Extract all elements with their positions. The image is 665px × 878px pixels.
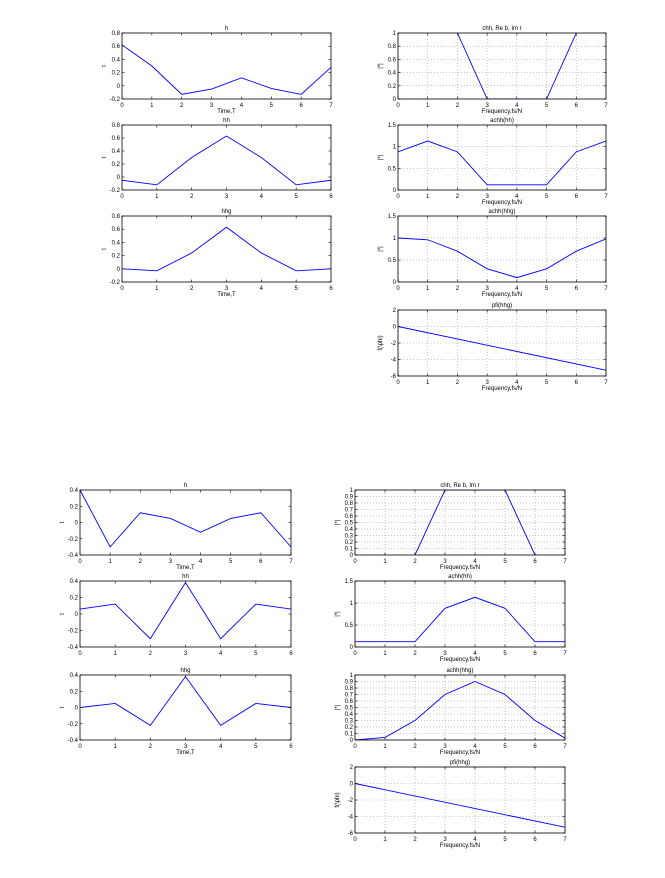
- x-axis-label: Time,T: [176, 565, 195, 571]
- y-tick-label: -0.2: [67, 536, 78, 543]
- y-tick-label: 1: [349, 673, 353, 679]
- chart-title: chh, Re b, Im r: [440, 483, 480, 489]
- y-axis-label: t: [102, 156, 108, 159]
- x-axis-label: Frequency,fs/N: [481, 109, 523, 115]
- x-tick-label: 6: [533, 744, 537, 750]
- x-tick-label: 4: [515, 103, 519, 109]
- y-tick-label: -0.2: [109, 97, 120, 103]
- x-tick-label: 5: [503, 744, 507, 750]
- x-axis-label: Frequency,fs/N: [439, 565, 481, 571]
- y-tick-label: 0.6: [111, 136, 120, 142]
- x-axis-label: Frequency,fs/N: [481, 292, 523, 298]
- plot-area: [398, 216, 606, 282]
- y-tick-label: 0: [392, 280, 396, 286]
- chart-title: achh(hhg): [488, 209, 516, 215]
- y-tick-label: 0.2: [111, 253, 120, 260]
- x-tick-label: 0: [120, 103, 124, 109]
- x-tick-label: 4: [218, 651, 223, 657]
- chart-title: achh(hhg): [446, 668, 474, 674]
- y-axis-label: t: [60, 706, 66, 709]
- y-axis-label: |*|: [378, 154, 384, 161]
- x-tick-label: 7: [563, 651, 567, 657]
- x-tick-label: 1: [113, 744, 117, 750]
- chart-title: chh, Re b, Im r: [482, 26, 522, 32]
- x-tick-label: 6: [574, 380, 578, 386]
- y-axis-label: |*|: [335, 611, 341, 617]
- x-tick-label: 6: [289, 651, 293, 657]
- x-tick-label: 2: [455, 194, 460, 200]
- x-tick-label: 0: [78, 559, 82, 565]
- y-tick-label: 0.8: [111, 214, 120, 220]
- x-axis-label: Time,T: [217, 292, 236, 298]
- y-tick-label: 1: [392, 31, 396, 37]
- y-tick-label: 0: [74, 520, 78, 527]
- x-tick-label: 2: [413, 651, 417, 657]
- x-tick-label: 2: [455, 103, 460, 109]
- x-tick-label: 1: [383, 559, 387, 565]
- y-tick-label: 1.5: [344, 579, 353, 585]
- y-tick-label: 0.6: [111, 44, 120, 51]
- x-axis-label: Time,T: [217, 109, 236, 115]
- y-tick-label: 0.8: [387, 44, 396, 51]
- y-tick-label: 0.2: [69, 504, 78, 511]
- y-tick-label: 0: [349, 738, 353, 744]
- x-tick-label: 3: [485, 194, 489, 200]
- x-tick-label: 5: [229, 559, 233, 565]
- x-tick-label: 2: [413, 837, 417, 843]
- x-tick-label: 7: [563, 837, 567, 843]
- x-tick-label: 3: [183, 744, 188, 750]
- x-tick-label: 2: [189, 194, 194, 200]
- x-tick-label: 4: [259, 286, 264, 292]
- y-tick-label: -0.2: [67, 628, 78, 635]
- x-axis-label: Frequency,fs/N: [439, 843, 481, 849]
- x-tick-label: 6: [533, 559, 537, 565]
- x-tick-label: 6: [289, 744, 293, 750]
- x-tick-label: 7: [289, 559, 293, 565]
- x-tick-label: 0: [120, 286, 124, 292]
- x-tick-label: 1: [155, 194, 159, 200]
- plot-area: [80, 675, 291, 740]
- x-tick-label: 5: [254, 651, 258, 657]
- plot-area: [122, 125, 331, 190]
- y-tick-label: 0.3: [344, 533, 353, 540]
- x-tick-label: 6: [533, 837, 537, 843]
- y-tick-label: 0: [116, 266, 120, 273]
- x-tick-label: 0: [396, 103, 400, 109]
- chart-title: hhg: [221, 209, 232, 215]
- x-tick-label: 0: [353, 559, 357, 565]
- y-tick-label: 0.6: [344, 514, 353, 520]
- y-tick-label: 1.5: [387, 123, 396, 129]
- y-tick-label: -2: [390, 341, 396, 347]
- y-tick-label: 0: [116, 83, 120, 90]
- x-tick-label: 6: [259, 559, 263, 565]
- y-tick-label: 0.4: [344, 712, 353, 718]
- chart-title: h: [224, 26, 229, 32]
- x-tick-label: 2: [180, 103, 184, 109]
- y-tick-label: 1.5: [387, 214, 396, 220]
- y-tick-label: 0.7: [344, 692, 353, 699]
- x-tick-label: 1: [426, 103, 430, 109]
- x-tick-label: 2: [413, 559, 417, 565]
- x-tick-label: 6: [574, 103, 578, 109]
- y-tick-label: 1: [349, 601, 353, 607]
- y-tick-label: -0.2: [109, 188, 120, 194]
- y-tick-label: 0.8: [344, 686, 353, 692]
- y-tick-label: -0.4: [67, 738, 78, 744]
- x-tick-label: 0: [353, 837, 357, 843]
- y-tick-label: 0.2: [387, 83, 396, 90]
- x-tick-label: 5: [544, 286, 549, 292]
- x-tick-label: 3: [443, 837, 447, 843]
- x-axis-label: Frequency,fs/N: [439, 657, 481, 663]
- y-axis-label: f(\phi): [335, 792, 341, 808]
- y-tick-label: 0.9: [344, 679, 353, 686]
- x-tick-label: 0: [120, 194, 124, 200]
- y-axis-label: t: [102, 248, 108, 250]
- x-tick-label: 4: [515, 194, 519, 200]
- x-tick-label: 1: [150, 103, 154, 109]
- chart-title: h: [183, 483, 188, 489]
- y-tick-label: 0.4: [111, 149, 120, 155]
- y-tick-label: -6: [390, 374, 396, 380]
- x-tick-label: 3: [443, 559, 447, 565]
- x-tick-label: 7: [604, 194, 608, 200]
- x-tick-label: 5: [503, 837, 507, 843]
- y-tick-label: -0.2: [109, 280, 120, 286]
- y-tick-label: 0: [392, 188, 396, 194]
- y-tick-label: 0: [349, 781, 353, 788]
- x-tick-label: 6: [299, 103, 303, 109]
- x-tick-label: 5: [294, 286, 298, 292]
- y-tick-label: 0.6: [387, 57, 396, 64]
- x-tick-label: 3: [224, 286, 229, 292]
- x-tick-label: 3: [485, 380, 489, 386]
- y-tick-label: 0.4: [111, 57, 120, 64]
- x-tick-label: 1: [113, 651, 117, 657]
- x-tick-label: 6: [329, 194, 333, 200]
- y-tick-label: 0.5: [344, 623, 353, 629]
- y-axis-label: f(\phi): [378, 335, 384, 351]
- x-tick-label: 0: [396, 380, 400, 386]
- plot-area: [80, 581, 291, 647]
- y-tick-label: 0.5: [344, 520, 353, 527]
- y-tick-label: 0.2: [344, 725, 353, 731]
- y-tick-label: 1: [392, 144, 396, 151]
- y-tick-label: 0: [116, 175, 120, 181]
- x-tick-label: 5: [544, 103, 549, 109]
- chart-title: achh(hh): [490, 118, 514, 124]
- x-tick-label: 0: [396, 194, 400, 200]
- x-tick-label: 4: [515, 286, 519, 292]
- x-tick-label: 1: [383, 837, 387, 843]
- x-tick-label: 7: [604, 286, 608, 292]
- x-tick-label: 2: [455, 380, 460, 386]
- x-tick-label: 7: [604, 103, 608, 109]
- x-tick-label: 1: [155, 286, 159, 292]
- x-tick-label: 2: [138, 559, 142, 565]
- x-tick-label: 3: [224, 194, 229, 200]
- chart-title: hh: [182, 574, 189, 580]
- y-tick-label: 0.1: [344, 546, 353, 553]
- y-tick-label: 0.1: [344, 731, 353, 738]
- x-tick-label: 3: [443, 744, 447, 750]
- plot-area: [122, 33, 331, 99]
- y-tick-label: 0.7: [344, 507, 353, 514]
- x-axis-label: Time,T: [176, 750, 195, 756]
- y-tick-label: 0.2: [69, 595, 78, 602]
- y-axis-label: |*|: [378, 246, 384, 252]
- x-tick-label: 4: [259, 194, 264, 200]
- x-axis-label: Frequency,fs/N: [481, 386, 523, 392]
- y-tick-label: 0.8: [344, 501, 353, 507]
- x-tick-label: 5: [503, 651, 507, 657]
- plot-area: [398, 33, 606, 99]
- x-tick-label: 1: [426, 380, 430, 386]
- y-tick-label: 0.5: [387, 258, 396, 264]
- y-tick-label: 0.3: [344, 718, 353, 725]
- x-tick-label: 1: [426, 286, 430, 292]
- y-axis-label: |*|: [335, 704, 341, 711]
- x-tick-label: 4: [218, 744, 223, 750]
- x-tick-label: 5: [269, 103, 273, 109]
- chart-title: pfi(hhg): [491, 303, 513, 309]
- y-tick-label: 0.5: [387, 166, 396, 173]
- x-tick-label: 5: [503, 559, 507, 565]
- y-tick-label: 0.2: [344, 540, 353, 546]
- x-tick-label: 4: [473, 744, 477, 750]
- y-axis-label: t: [102, 65, 108, 67]
- y-tick-label: 0: [74, 612, 78, 618]
- y-tick-label: -6: [347, 831, 353, 837]
- x-tick-label: 7: [563, 744, 567, 750]
- x-tick-label: 0: [78, 651, 82, 657]
- y-tick-label: 0: [349, 645, 353, 651]
- y-axis-label: t: [60, 521, 66, 524]
- y-tick-label: -0.4: [67, 553, 78, 559]
- x-tick-label: 4: [239, 103, 244, 109]
- y-tick-label: 0.6: [344, 699, 353, 705]
- y-tick-label: 0: [392, 324, 396, 331]
- y-tick-label: 0.4: [69, 579, 78, 585]
- y-tick-label: 2: [349, 765, 353, 771]
- x-tick-label: 3: [485, 286, 489, 292]
- x-tick-label: 3: [443, 651, 447, 657]
- chart-title: pfi(hhg): [449, 760, 471, 766]
- y-axis-label: t: [60, 613, 66, 615]
- x-tick-label: 5: [254, 744, 258, 750]
- y-tick-label: 0.2: [69, 689, 78, 696]
- plot-area: [122, 216, 331, 282]
- x-tick-label: 3: [209, 103, 214, 109]
- x-tick-label: 6: [574, 194, 578, 200]
- x-axis-label: Frequency,fs/N: [481, 200, 523, 206]
- x-axis-label: Frequency,fs/N: [439, 750, 481, 756]
- x-tick-label: 2: [455, 286, 460, 292]
- y-tick-label: 0.5: [344, 705, 353, 712]
- x-tick-label: 2: [148, 651, 153, 657]
- x-tick-label: 4: [473, 651, 477, 657]
- y-tick-label: 0.9: [344, 494, 353, 501]
- x-tick-label: 0: [353, 744, 357, 750]
- y-tick-label: -2: [347, 798, 353, 804]
- x-tick-label: 4: [473, 559, 477, 565]
- y-tick-label: 0.2: [111, 162, 120, 168]
- y-tick-label: 0.6: [111, 227, 120, 234]
- x-tick-label: 3: [485, 103, 489, 109]
- x-tick-label: 3: [183, 651, 188, 657]
- x-tick-label: 4: [473, 837, 477, 843]
- y-tick-label: 0.4: [69, 673, 78, 679]
- x-tick-label: 6: [329, 286, 333, 292]
- x-tick-label: 7: [329, 103, 333, 109]
- y-tick-label: 0.4: [111, 240, 120, 247]
- y-tick-label: 0.4: [69, 488, 78, 494]
- x-tick-label: 4: [198, 559, 203, 565]
- y-tick-label: -0.2: [67, 721, 78, 728]
- x-tick-label: 0: [353, 651, 357, 657]
- x-tick-label: 4: [515, 380, 519, 386]
- y-tick-label: -4: [390, 357, 396, 364]
- x-tick-label: 6: [533, 651, 537, 657]
- plot-area: [355, 581, 565, 647]
- y-tick-label: 0: [74, 705, 78, 712]
- y-tick-label: 1: [392, 236, 396, 242]
- x-tick-label: 7: [604, 380, 608, 386]
- chart-title: achh(hh): [448, 574, 472, 580]
- x-tick-label: 5: [544, 380, 549, 386]
- x-tick-label: 5: [294, 194, 298, 200]
- x-tick-label: 0: [396, 286, 400, 292]
- y-tick-label: 0.4: [387, 70, 396, 77]
- y-tick-label: 0.8: [111, 31, 120, 37]
- y-tick-label: -0.4: [67, 645, 78, 651]
- x-tick-label: 6: [574, 286, 578, 292]
- x-tick-label: 1: [383, 651, 387, 657]
- chart-title: hhg: [180, 668, 191, 674]
- chart-bot-hh: [60, 574, 293, 657]
- chart-top-hh: [102, 118, 333, 200]
- x-tick-label: 1: [108, 559, 112, 565]
- y-axis-label: |*|: [335, 519, 341, 526]
- plot-area: [398, 125, 606, 190]
- y-tick-label: 2: [392, 308, 396, 314]
- x-tick-label: 3: [168, 559, 173, 565]
- x-tick-label: 1: [383, 744, 387, 750]
- x-tick-label: 2: [148, 744, 153, 750]
- y-tick-label: 0: [392, 97, 396, 103]
- y-tick-label: -4: [347, 814, 353, 821]
- y-tick-label: 0.4: [344, 527, 353, 533]
- y-tick-label: 0.2: [111, 70, 120, 77]
- chart-title: hh: [223, 118, 230, 124]
- x-tick-label: 5: [544, 194, 549, 200]
- y-tick-label: 1: [349, 488, 353, 494]
- y-tick-label: 0.8: [111, 123, 120, 129]
- x-tick-label: 7: [563, 559, 567, 565]
- y-tick-label: 0: [349, 553, 353, 559]
- x-tick-label: 2: [189, 286, 194, 292]
- x-tick-label: 1: [426, 194, 430, 200]
- plot-area: [398, 310, 606, 376]
- x-tick-label: 2: [413, 744, 417, 750]
- y-axis-label: |*|: [378, 63, 384, 69]
- x-tick-label: 0: [78, 744, 82, 750]
